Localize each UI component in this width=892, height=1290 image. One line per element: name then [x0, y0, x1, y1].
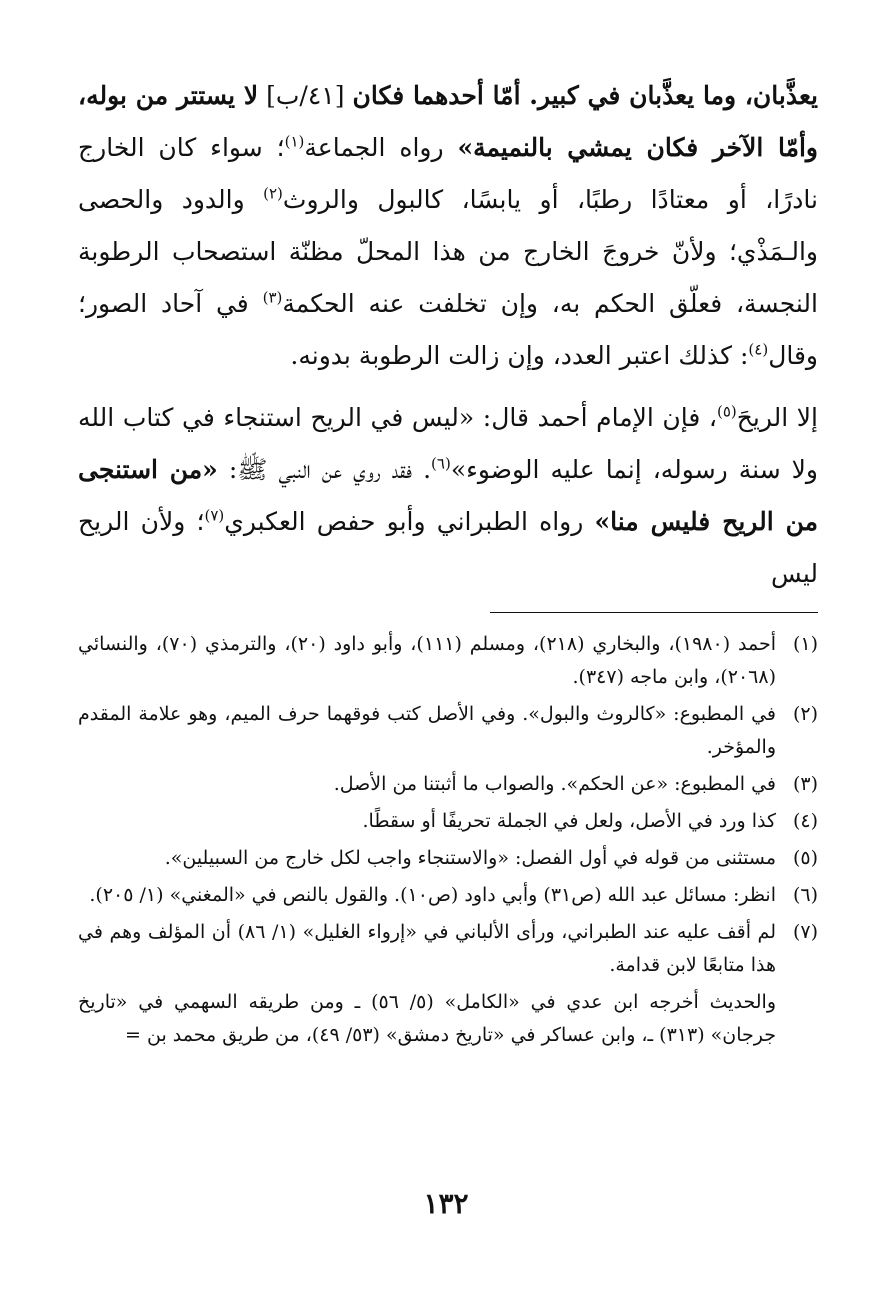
text-span: ؛ ولأن الريح ليس [78, 507, 818, 588]
text-span: ، فإن الإمام أحمد قال: «ليس في الريح استنجاء في كتاب الله ولا سنة رسوله، إنما عليه الوضوء» [78, 403, 818, 484]
manuscript-ref: [٤١/ب] [258, 81, 353, 110]
text-span: رواه الجماعة [304, 133, 458, 162]
main-text [78, 70, 818, 600]
footnote-6 [78, 879, 818, 912]
text-span: في آحاد الصور؛ وقال [78, 289, 818, 370]
footnote-1 [78, 628, 818, 694]
paragraph-1 [78, 70, 818, 382]
text-span: : كذلك اعتبر العدد، وإن زالت الرطوبة بدونه. [290, 341, 749, 370]
text-span: . فقد روي عن النبي ﷺ: [217, 455, 432, 484]
footnote-number: (٢) [792, 703, 818, 725]
page-number: ١٣٢ [423, 1187, 469, 1220]
footnote-number: (٦) [792, 884, 818, 906]
paragraph-2 [78, 392, 818, 600]
hadith-text-2: لا يستتر من بوله، وأمّا الآخر فكان يمشي بالنميمة» [78, 81, 818, 162]
footnote-ref-5[interactable]: (٥) [716, 402, 737, 421]
text-span: والدود والحصى والـمَذْي؛ ولأنّ خروجَ الخارج من هذا المحلّ مظنّة استصحاب الرطوبة النجسة، فعلّق الحكم به، وإن تخلفت عنه الحكمة [78, 185, 818, 318]
footnote-ref-6[interactable]: (٦) [431, 454, 451, 473]
footnote-number: (٥) [792, 847, 818, 869]
footnote-number: (٣) [792, 773, 818, 795]
footnote-text: في المطبوع: «كالروث والبول». وفي الأصل كتب فوقهما حرف الميم، وهو علامة المقدم والمؤخر. [78, 703, 776, 758]
footnote-text: في المطبوع: «عن الحكم». والصواب ما أثبتنا من الأصل. [333, 773, 776, 795]
footnote-2 [78, 698, 818, 764]
text-span: ؛ سواء كان الخارج نادرًا، أو معتادًا رطبًا، أو يابسًا، كالبول والروث [78, 133, 818, 214]
footnote-7 [78, 916, 818, 982]
footnotes [78, 628, 818, 1052]
footnote-ref-4[interactable]: (٤) [748, 340, 769, 359]
footnote-text: مستثنى من قوله في أول الفصل: «والاستنجاء واجب لكل خارج من السبيلين». [164, 847, 776, 869]
footnote-5 [78, 842, 818, 875]
footnote-ref-2[interactable]: (٢) [263, 184, 283, 203]
footnote-text: كذا ورد في الأصل، ولعل في الجملة تحريفًا أو سقطًا. [362, 810, 776, 832]
footnote-ref-3[interactable]: (٣) [262, 288, 283, 307]
footnote-7-continuation: والحديث أخرجه ابن عدي في «الكامل» (٥/ ٥٦) ـ ومن طريقه السهمي في «تاريخ جرجان» (٣١٣) ـ، وابن عساكر في «تاريخ دمشق» (٥٣/ ٤٩)، من طريق محمد بن = [78, 991, 776, 1046]
footnote-number: (٧) [792, 921, 818, 943]
footnote-number: (١) [792, 633, 818, 655]
text-span: إلا الريحَ [736, 403, 818, 432]
footnote-text: أحمد (١٩٨٠)، والبخاري (٢١٨)، ومسلم (١١١)، وأبو داود (٢٠)، والترمذي (٧٠)، والنسائي (٢٠٦٨)، وابن ماجه (٣٤٧). [78, 633, 776, 688]
footnote-text: انظر: مسائل عبد الله (ص٣١) وأبي داود (ص١٠). والقول بالنص في «المغني» (١/ ٢٠٥). [89, 884, 776, 906]
footnote-ref-1[interactable]: (١) [284, 132, 305, 151]
footnote-ref-7[interactable]: (٧) [204, 506, 225, 525]
footnote-number: (٤) [792, 810, 818, 832]
text-span: رواه الطبراني وأبو حفص العكبري [224, 507, 595, 536]
footnote-3 [78, 768, 818, 801]
hadith-text-1: يعذَّبان، وما يعذَّبان في كبير. أمّا أحدهما فكان [352, 81, 818, 110]
hadith-text-3: «من استنجى من الريح فليس منا» [78, 455, 819, 536]
footnote-divider [490, 612, 818, 613]
footnote-text: لم أقف عليه عند الطبراني، ورأى الألباني في «إرواء الغليل» (١/ ٨٦) أن المؤلف وهم في هذا متابعًا لابن قدامة. [78, 921, 776, 976]
footnote-4 [78, 805, 818, 838]
